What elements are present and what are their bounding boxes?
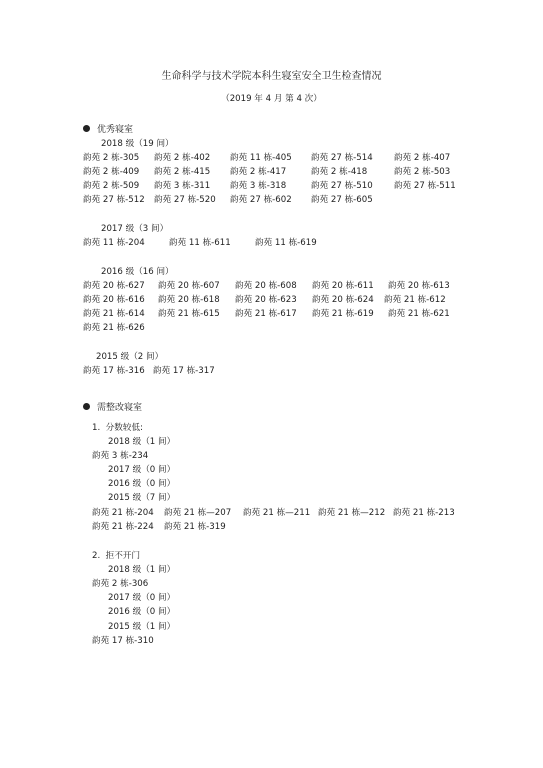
room-item: 韵苑 3 栋-234 [92, 451, 149, 461]
room-item: 韵苑 20 栋-624 [312, 295, 374, 305]
item-number: 2. [92, 551, 101, 561]
room-item: 韵苑 21 栋-617 [235, 309, 297, 319]
room-item: 韵苑 11 栋-619 [255, 238, 317, 248]
room-item: 韵苑 21 栋—207 [164, 508, 232, 518]
room-item: 韵苑 2 栋-407 [394, 153, 451, 163]
room-item: 韵苑 11 栋-611 [169, 238, 231, 248]
room-item: 韵苑 27 栋-510 [311, 181, 373, 191]
room-item: 韵苑 27 栋-514 [311, 153, 373, 163]
room-item: 韵苑 27 栋-605 [311, 195, 373, 205]
room-item: 韵苑 27 栋-512 [83, 195, 145, 205]
room-item: 韵苑 27 栋-511 [394, 181, 456, 191]
group-label-2015: 2015 级（2 间） [96, 352, 164, 362]
group-label-2016: 2016 级（0 间） [108, 479, 176, 489]
room-item: 韵苑 11 栋-204 [83, 238, 145, 248]
document-subtitle: （2019 年 4 月 第 4 次） [221, 94, 322, 104]
room-item: 韵苑 17 栋-310 [92, 636, 154, 646]
room-item: 韵苑 20 栋-627 [83, 281, 145, 291]
room-item: 韵苑 2 栋-509 [83, 181, 140, 191]
document-title: 生命科学与技术学院本科生寝室安全卫生检查情况 [161, 71, 382, 82]
room-item: 韵苑 21 栋-204 [92, 508, 154, 518]
room-item: 韵苑 21 栋-615 [158, 309, 220, 319]
room-item: 韵苑 2 栋-503 [394, 167, 451, 177]
item-label: 分数较低: [105, 423, 143, 433]
room-item: 韵苑 21 栋-626 [83, 323, 145, 333]
room-item: 韵苑 20 栋-623 [235, 295, 297, 305]
rectify-heading-label: 需整改寝室 [97, 403, 143, 413]
room-item: 韵苑 21 栋-614 [83, 309, 145, 319]
excellent-heading [83, 123, 133, 137]
room-item: 韵苑 21 栋-224 [92, 522, 154, 532]
room-item: 韵苑 27 栋-602 [230, 195, 292, 205]
room-item: 韵苑 21 栋-213 [393, 508, 455, 518]
room-item: 韵苑 17 栋-316 [83, 366, 145, 376]
group-label-2018: 2018 级（1 间） [108, 437, 176, 447]
rectify-item-2-title [92, 549, 140, 563]
group-label-2015: 2015 级（1 间） [108, 622, 176, 632]
room-item: 韵苑 2 栋-417 [230, 167, 287, 177]
room-item: 韵苑 20 栋-607 [158, 281, 220, 291]
room-item: 韵苑 21 栋-612 [384, 295, 446, 305]
room-item: 韵苑 2 栋-305 [83, 153, 140, 163]
room-item: 韵苑 21 栋-619 [312, 309, 374, 319]
room-item: 韵苑 21 栋—212 [318, 508, 386, 518]
bullet-icon [83, 125, 90, 132]
group-label-2015: 2015 级（7 间） [108, 493, 176, 503]
room-item: 韵苑 20 栋-613 [388, 281, 450, 291]
item-number: 1. [92, 423, 101, 433]
group-label-2016: 2016 级（0 间） [108, 607, 176, 617]
room-item: 韵苑 21 栋—211 [243, 508, 311, 518]
room-item: 韵苑 27 栋-520 [154, 195, 216, 205]
room-item: 韵苑 20 栋-618 [158, 295, 220, 305]
room-item: 韵苑 17 栋-317 [153, 366, 215, 376]
group-label-2018: 2018 级（1 间） [108, 565, 176, 575]
room-item: 韵苑 11 栋-405 [230, 153, 292, 163]
rectify-heading [83, 401, 142, 415]
room-item: 韵苑 3 栋-311 [154, 181, 211, 191]
bullet-icon [83, 403, 90, 410]
excellent-heading-label: 优秀寝室 [97, 125, 134, 135]
group-label-2017: 2017 级（3 间） [101, 224, 169, 234]
group-label-2018: 2018 级（19 间） [101, 139, 174, 149]
room-item: 韵苑 21 栋-319 [164, 522, 226, 532]
room-item: 韵苑 2 栋-306 [92, 579, 149, 589]
room-item: 韵苑 20 栋-608 [235, 281, 297, 291]
room-item: 韵苑 21 栋-621 [388, 309, 450, 319]
room-item: 韵苑 20 栋-611 [312, 281, 374, 291]
item-label: 拒不开门 [105, 551, 141, 561]
room-item: 韵苑 2 栋-409 [83, 167, 140, 177]
rectify-item-1-title [92, 421, 143, 435]
room-item: 韵苑 3 栋-318 [230, 181, 287, 191]
room-item: 韵苑 2 栋-402 [154, 153, 211, 163]
group-label-2017: 2017 级（0 间） [108, 465, 176, 475]
group-label-2016: 2016 级（16 间） [101, 267, 174, 277]
room-item: 韵苑 2 栋-415 [154, 167, 211, 177]
group-label-2017: 2017 级（0 间） [108, 593, 176, 603]
room-item: 韵苑 2 栋-418 [311, 167, 368, 177]
room-item: 韵苑 20 栋-616 [83, 295, 145, 305]
